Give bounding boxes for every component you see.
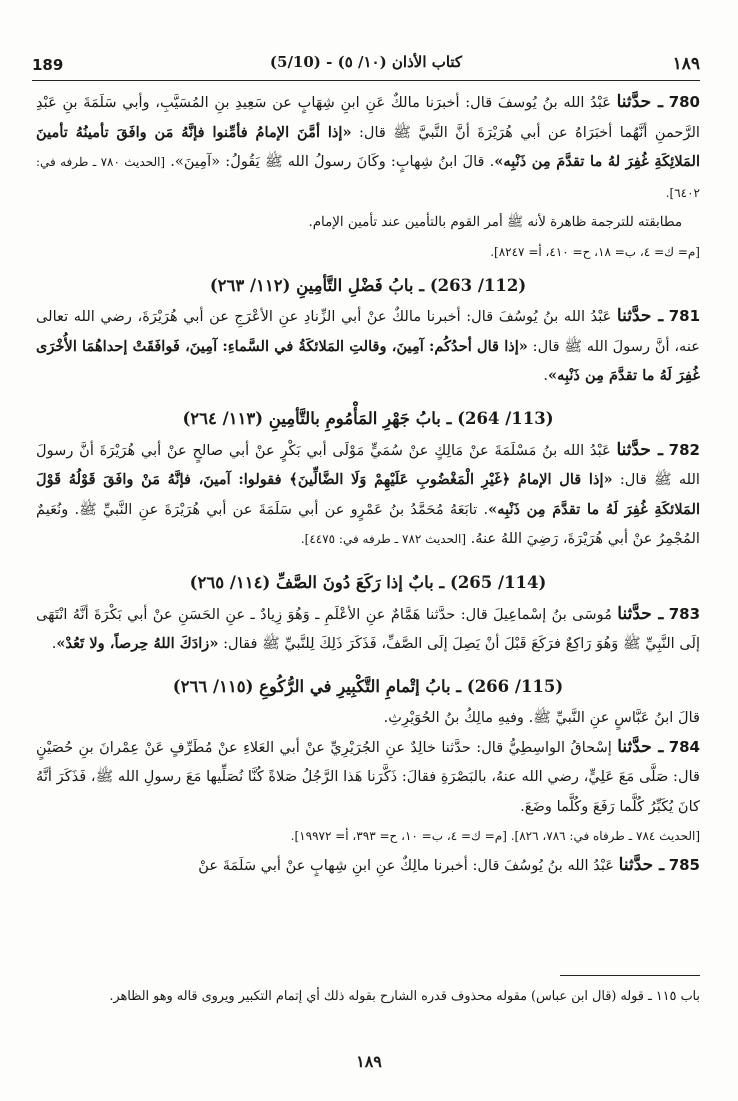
hadith-lead: ـ حدَّثنا (616, 306, 664, 327)
hadith-lead: ـ حدَّثنا (617, 603, 664, 624)
page-number-bottom: ١٨٩ (356, 1052, 382, 1071)
hadith-lead: ـ حدَّثنا (618, 855, 665, 876)
reference-line: [م= ك= ٤، ب= ١٨، ح= ٤١٠، أ= ٨٢٤٧]. (490, 244, 700, 259)
hadith-number: 785 (668, 856, 700, 875)
commentary-note: مطابقته للترجمة ظاهرة لأنه ﷺ أمر القوم بالتأمين عند تأمين الإمام. (308, 215, 682, 231)
hadith-text: إسْحاقُ الواسِطِيُّ قال: حدَّثنا خالِدٌ عنِ الجُرَيْرِيِّ عنْ أبي العَلاءِ عنْ مُطَرِّفٍ عَنْ عِمْرانَ بنِ حُصَيْنٍ قال: صَلَّى مَعَ عَلِيٍّ، رضي الله عنهُ، بالبَصْرَةِ فقالَ: ذَكَّرَنا هَذا الرَّجُلُ صَلاةً كُنَّا نُصَلِّيها مَعَ رسولِ الله ﷺ، فَذَكَرَ أنَّهُ كانَ يُكَبِّرُ كُلَّما رَفَعَ وكُلَّما وضَعَ. (36, 738, 700, 816)
hadith-paragraph (36, 600, 700, 659)
page-body (36, 88, 700, 881)
hadith-paragraph (36, 851, 700, 881)
hadith-after: . (543, 367, 549, 385)
hadith-number: 783 (668, 604, 701, 623)
chapter-heading: (114/ 265) ـ بابٌ إذا رَكَعَ دُونَ الصَّفِّ (١١٤/ ٢٦٥) (189, 572, 547, 592)
hadith-paragraph (36, 436, 700, 555)
hadith-number: 782 (668, 440, 700, 459)
hadith-quote: «إذا قال الإمامُ ﴿غَيْرِ الْمَغْضُوبِ عَلَيْهِمْ وَلَا الضَّالِّينَ﴾ فقولوا: آمينَ، فإنَّهُ مَنْ وافَقَ قَوْلُهُ قَوْلَ المَلائكَةِ غُفِرَ لَهُ ما تقدَّمَ مِن ذَنْبِه» (36, 471, 700, 518)
chapter-heading: (115/ 266) ـ بابُ إتْمامِ التَّكْبِيرِ في الرُّكُوعِ (١١٥/ ٢٦٦) (172, 676, 564, 696)
hadith-lead: ـ حدَّثنا (616, 92, 664, 112)
hadith-after: . (51, 635, 57, 653)
hadith-quote: «إذا قال أحدُكُم: آمِينَ، وقالتِ المَلائكَةُ في السَّماءِ: آمِينَ، فَوافَقَتْ إحداهُمَا الأُخْرَى غُفِرَ لَهُ ما تقدَّمَ مِن ذَنْبِه» (36, 337, 700, 385)
page-header (32, 48, 700, 81)
hadith-text: عَبْدُ الله بنُ يُوسُفَ قال: أخبرنا مالكٌ عنْ أبي الزِّنادِ عنِ الأعْرَجِ عن أبي هُرَيْرَةَ، رضي الله تعالى عنه، أنَّ رسولَ الله ﷺ قال: (36, 308, 700, 355)
hadith-text: مُوسَى بنُ إسْماعِيلَ قال: حدَّثنا هَمَّامٌ عنِ الأعْلَمِ ـ وَهُوَ زِيادٌ ـ عنِ الحَسَنِ عنْ أبي بَكْرَةَ أنَّهُ انْتَهَى إلَى النَّبِيِّ ﷺ وَهُوَ رَاكِعٌ فرَكَعَ قَبْلَ أنْ يَصِلَ إلَى الصَّفِّ، فَذَكَرَ ذَلِكَ لِلنَّبيِّ ﷺ فقال: (36, 605, 700, 653)
running-title: (5/10) - كتاب الأذان (١٠/ ٥) (269, 53, 463, 71)
reference-line: [الحديث ٧٨٤ ـ طرفاه في: ٧٨٦، ٨٢٦]. [م= ك= ٤، ب= ١٠، ح= ٣٩٣، أ= ١٩٩٧٢]. (290, 828, 700, 843)
hadith-number: 781 (668, 307, 701, 326)
hadith-text: عَبْدُ الله بنُ يُوسفَ قال: أخبرَنا مالكٌ عَنِ ابنِ شِهَابٍ عن سَعِيدِ بنِ المُسَيَّبِ، وأبي سَلَمَةَ بنِ عَبْدِ الرَّحمنِ أنَّهُما أخبَرَاهُ عن أبي هُرَيْرَةَ أنَّ النَّبيَّ ﷺ قال: (36, 94, 700, 141)
hadith-paragraph (36, 733, 700, 822)
hadith-after: . تابَعَهُ مُحَمَّدُ بنُ عَمْرٍو عن أبي سَلَمَةَ عن أبي هُرَيْرَةَ عنِ النَّبيِّ ﷺ. ونُعَيمٌ المُجْمِرُ عنْ أبي هُرَيْرَةَ، رَضِيَ اللهُ عنهُ. (36, 500, 700, 548)
chapter-heading: (113/ 264) ـ بابُ جَهْرِ المَأْمُومِ بالتَّأمِينِ (١١٣/ ٢٦٤) (182, 408, 554, 428)
footnote-divider (560, 975, 700, 976)
hadith-quote: «زادَكَ اللهُ حِرصاً، ولا تَعُدْ» (56, 635, 219, 653)
hadith-lead: ـ حدَّثنا (617, 736, 664, 757)
chapter-heading: (112/ 263) ـ بابُ فَضْلِ التَّأمِينِ (١١٢/ ٢٦٣) (209, 275, 527, 295)
hadith-paragraph (36, 88, 700, 208)
hadith-source: [الحديث ٧٨٢ ـ طرفه في: ٤٤٧٥]. (300, 532, 467, 547)
page-number-latin: 189 (32, 56, 64, 74)
hadith-lead: ـ حدَّثنا (616, 439, 663, 460)
hadith-source: [الحديث ٧٨٠ ـ طرفه في: ٦٤٠٢]. (36, 155, 700, 200)
hadith-text: عَبْدُ الله بنُ مَسْلَمَةَ عنْ مَالِكٍ عنْ سُمَيٍّ مَوْلَى أبي بَكْرٍ عنْ أبي صالحٍ عنْ أبي هُرَيْرَةَ أنَّ رسولَ الله ﷺ قال: (36, 441, 700, 489)
hadith-number: 784 (668, 737, 700, 756)
footnote: باب ١١٥ ـ قوله (قال ابن عباس) مقوله محذوف قدره الشارح بقوله ذلك أي إتمام التكبير ويروى قاله وهو الظاهر. (109, 989, 700, 1004)
hadith-quote: «إذا أمَّنَ الإمامُ فأمِّنوا فإنَّهُ مَن وافَقَ تأمينُهُ تأمينَ المَلائِكَةِ غُفِرَ لهُ ما تقدَّمَ مِن ذَنْبِه» (36, 123, 700, 171)
plain-paragraph: قالَ ابنُ عَبَّاسٍ عنِ النَّبيِّ ﷺ. وفيهِ مالِكُ بنُ الحُوَيْرِثِ. (383, 709, 700, 727)
hadith-text: عَبْدُ الله بنُ يُوسُفَ قال: أخبرنا مالِكٌ عنِ ابنِ شِهابٍ عنْ أبي سَلَمَةَ عنْ (198, 857, 615, 875)
hadith-number: 780 (668, 93, 700, 111)
hadith-after: . قالَ ابنُ شِهابٍ: وكَانَ رسولُ الله ﷺ يَقُولُ: «آمِينَ». (165, 153, 495, 171)
page-number-arabic: ١٨٩ (672, 54, 700, 74)
hadith-paragraph (36, 302, 700, 391)
